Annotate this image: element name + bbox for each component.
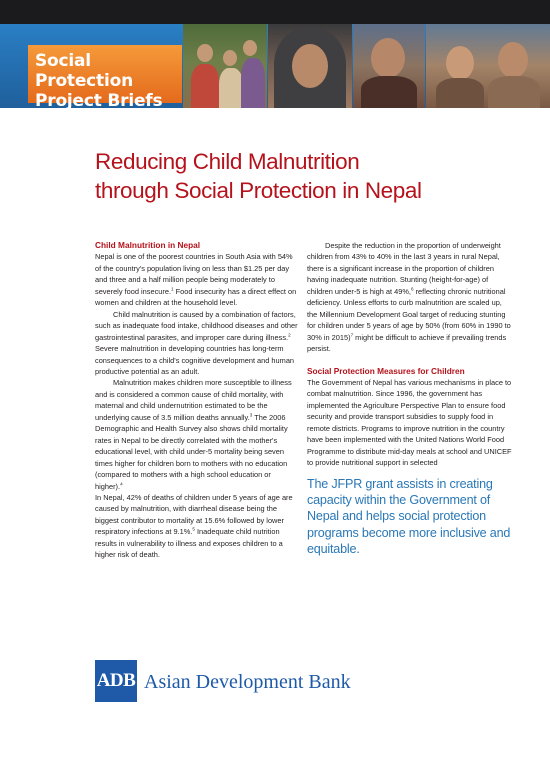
footnote-ref: 5 — [192, 526, 195, 532]
header-banner — [0, 0, 550, 111]
footnote-ref: 6 — [410, 286, 414, 292]
adb-logo-abbreviation: ADB — [96, 670, 136, 691]
page-title-line1: Reducing Child Malnutrition — [95, 149, 360, 174]
section-heading-child-malnutrition: Child Malnutrition in Nepal — [95, 240, 201, 250]
adb-logo-name: Asian Development Bank — [144, 671, 351, 693]
paragraph: Malnutrition makes children more susceptible to illness and is considered a common cause of child mortality, with maternal and child undernutrition estimated to be the underlying cause of 3.5 million deaths annually.$^3$ The 2006 Demographic and Health Survey also shows child mortality rates in Nepal to be directly correlated with the mother's educational level, with child under-5 mortality being seven times higher for children born to mothers with no education (compared to mothers with a high school education or higher).$^4$ — [95, 378, 292, 491]
paragraph: Child malnutrition is caused by a combination of factors, such as inadequate food intake, childhood diseases and other gastrointestinal parasites, and improper care during illness.$^2$ Severe malnutrition in developing countries has long-term consequences to a child's cognitive development and human productive potential as an adult. — [95, 309, 298, 376]
page-title — [95, 147, 515, 205]
right-column — [307, 240, 512, 558]
adb-logo — [95, 660, 137, 702]
left-column — [95, 240, 300, 561]
photo-children-pair — [426, 24, 550, 108]
footnote-ref: 3 — [249, 412, 253, 418]
series-title-line2: Project Briefs — [35, 91, 163, 111]
footnote-ref: 1 — [171, 286, 174, 292]
paragraph: The Government of Nepal has various mechanisms in place to combat malnutrition. Since 1996, the government has implemented the Agriculture Perspective Plan to ensure food security and provide transport subsidies to supply food in remote districts. Programs to improve nutrition in the country have been implemented with the United Nations World Food Programme to distribute mid-day meals at school and UNICEF to provide nutritional support in selected — [307, 377, 512, 468]
paragraph: In Nepal, 42% of deaths of children under 5 years of age are caused by malnutrition, with diarrheal disease being the biggest contributor to mortality at 15.6% followed by lower respiratory infections at 9.1%.$^5$ Inadequate child nutrition results in vulnerability to illness and exposes children to a higher risk of death. — [95, 492, 293, 560]
pull-quote: The JFPR grant assists in creating capacity within the Government of Nepal and helps social protection programs become more inclusive and equitable. — [307, 476, 511, 557]
photo-elderly-woman — [268, 24, 352, 108]
section-heading-social-protection-measures: Social Protection Measures for Children — [307, 365, 465, 376]
page-title-line2: through Social Protection in Nepal — [95, 178, 422, 203]
footnote-ref: 2 — [288, 332, 291, 338]
series-label-box — [28, 45, 182, 111]
paragraph: Despite the reduction in the proportion of underweight children from 43% to 40% in the last 3 years in rural Nepal, there is a significant increase in the proportion of children having inadequate nutrition. Stunting (height-for-age) of children under-5 is high at 49%,$^6$ reflecting chronic nutritional deficiency. Unless efforts to curb malnutrition are scaled up, the Millennium Development Goal target of reducing stunting for children under 5 years of age by 50% (from 60% in 1990 to 30% in 2015)$^7$ might be difficult to achieve if prevailing trends persist. — [307, 241, 511, 354]
footnote-ref: 7 — [350, 332, 354, 338]
photo-child-portrait — [353, 24, 425, 108]
footnote-ref: 4 — [120, 481, 123, 487]
photo-children-group — [183, 24, 267, 108]
series-title-line1: Social Protection — [35, 51, 133, 91]
paragraph: Nepal is one of the poorest countries in South Asia with 54% of the country's population living on less than $1.25 per day and three and a half million people being moderately to severely food insecure.$^1$ Food insecurity has a direct effect on women and children at the household level. — [95, 252, 297, 308]
